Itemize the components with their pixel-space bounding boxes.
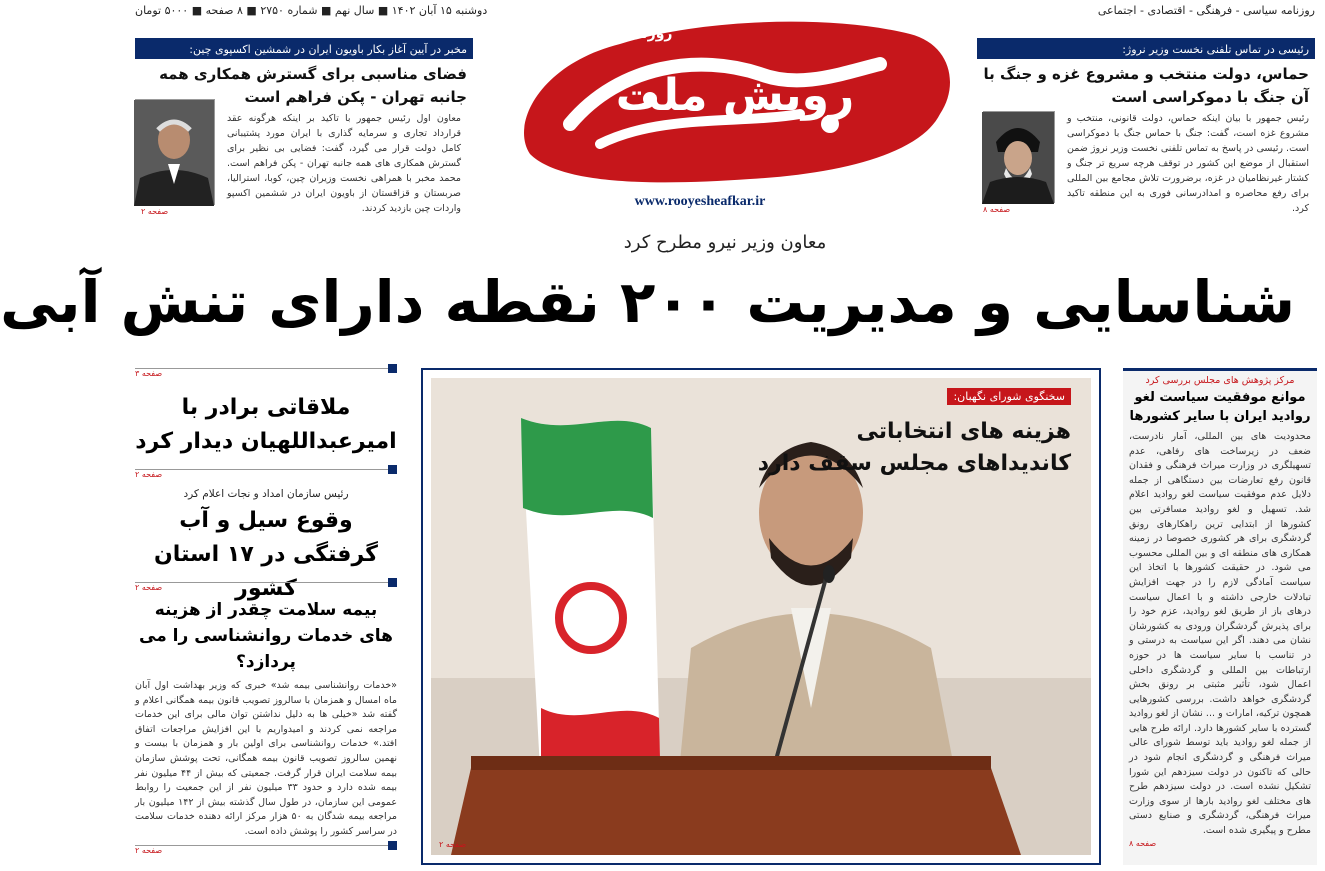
newspaper-tagline: روزنامه سیاسی - فرهنگی - اقتصادی - اجتماعی	[1097, 4, 1315, 17]
top-left-story[interactable]	[135, 38, 473, 214]
top-left-page-ref: صفحه ۲	[141, 207, 169, 216]
separator	[135, 469, 397, 479]
spokesman-photo	[431, 378, 1091, 855]
top-left-title[interactable]: فضای مناسبی برای گسترش همکاری همه جانبه تهران - پکن فراهم است	[159, 65, 467, 106]
portrait-icon	[134, 100, 214, 206]
top-right-story[interactable]	[977, 38, 1315, 214]
top-left-kicker: مخبر در آیین آغاز بکار باویون ایران در شمشین اکسپوی چین:	[135, 41, 473, 59]
main-subhead: معاون وزیر نیرو مطرح کرد	[623, 232, 827, 253]
square-bullet-icon	[388, 364, 397, 373]
separator	[135, 368, 397, 378]
photo-page-ref: صفحه ۲	[439, 840, 467, 849]
story-page-ref: صفحه ۲	[135, 846, 163, 855]
left-story-3[interactable]	[135, 583, 397, 845]
separator	[135, 845, 397, 855]
top-right-page-ref: صفحه ۸	[983, 205, 1011, 214]
portrait-icon	[982, 112, 1054, 204]
left-story-2-title[interactable]: وقوع سیل و آب گرفتگی در ۱۷ استان کشور	[154, 508, 378, 601]
left-story-1-title[interactable]: ملاقاتی برادر با امیرعبداللهیان دیدار کرد	[135, 395, 397, 454]
story-page-ref: صفحه ۳	[135, 369, 163, 378]
top-right-title[interactable]: حماس، دولت منتخب و مشروع غزه و جنگ با آن جنگ با دموکراسی است	[983, 65, 1309, 106]
photo-kicker: سخنگوی شورای نگهبان:	[947, 388, 1071, 405]
square-bullet-icon	[388, 578, 397, 587]
left-story-2-kicker: رئیس سازمان امداد و نجات اعلام کرد	[183, 488, 349, 500]
square-bullet-icon	[388, 841, 397, 850]
left-story-1[interactable]	[135, 369, 397, 469]
photo-story[interactable]	[421, 368, 1101, 865]
right-story-title[interactable]: موانع موفقیت سیاست لغو روادید ایران با سایر کشورها	[1129, 390, 1311, 424]
story-page-ref: صفحه ۲	[135, 583, 163, 592]
square-bullet-icon	[388, 465, 397, 474]
right-column-story[interactable]	[1123, 368, 1317, 865]
story-page-ref: صفحه ۲	[135, 470, 163, 479]
left-column	[135, 368, 397, 855]
right-story-kicker: مرکز پژوهش های مجلس بررسی کرد	[1145, 375, 1295, 386]
issue-info: دوشنبه ۱۵ آبان ۱۴۰۲ ■ سال نهم ■ شماره ۲۷۵۰ ■ ۸ صفحه ■ ۵۰۰۰ تومان	[135, 4, 488, 17]
right-story-page-ref: صفحه ۸	[1129, 839, 1157, 848]
logo-subtext: روزنامه	[620, 26, 673, 42]
website-url[interactable]: www.rooyesheafkar.ir	[634, 194, 766, 209]
top-right-kicker: رئیسی در تماس تلفنی نخست وزیر نروژ:	[977, 41, 1315, 59]
vice-president-photo	[135, 99, 215, 205]
logo-text: رویش ملت	[615, 70, 855, 121]
top-left-body: معاون اول رئیس جمهور با تاکید بر اینکه هرگونه عقد قرارداد تجاری و سرمایه گذاری با ایران مورد پشتیبانی کامل دولت قرار می گیرد، گفت: فضایی بی نظیر برای گسترش همکاری های همه جانبه تهران - پکن فراهم است. محمد مخبر با همراهی نخست وزیران چین، کوبا، استرالیا، صربستان و قزاقستان از باویون ایران در ششمین اکسپو واردات چین بازدید کردند.	[227, 113, 461, 214]
masthead-logo[interactable]	[500, 4, 960, 192]
right-story-body: محدودیت های بین المللی، آمار نادرست، ضعف در زیرساخت های رفاهی، عدم تسهیلگری در وزارت میراث فرهنگی و فقدان قانون رفع تعارضات بین دستگاهی از جمله دلایل عدم موفقیت سیاست لغو روادید اعلام شد. تسهیل و لغو روادید مسافرتی بین کشورها از ابتدایی ترین راهکارهای رونق گردشگری برای هر کشوری خصوصا در زمینه همکاری های منطقه ای و بین المللی محسوب می شود. در حقیقت کشورها با اتخاذ این سیاست آمادگی لازم را در جهت افزایش تبادلات خارجی داشته و با اعمال سیاست درهای باز از طریق لغو روادید، عزم خود را برای پذیرش گردشگران ورودی به کشورشان نشان می دهند. اگر این سیاست به درستی و در تناسب با سایر سیاست ها در حوزه ارتباطات بین المللی و گردشگری داخلی اعمال شود، تأثیر مثبتی بر رونق بخش گردشگری خواهد داشت. بررسی کشورهایی همچون ترکیه، امارات و ... نشان از لغو روادید گسترده با سایر کشورها دارد. ارائه طرح هایی از جمله لغو روادید باید توسط شورای عالی میراث فرهنگی و گردشگری انجام شود در حالی که تاکنون در دولت سیزدهم این شورا تشکیل نشده است. در دولت سیزدهم طرح های مختلف لغو روادید بارها از سوی وزارت میراث فرهنگی، گردشگری و صنایع دستی مطرح و پیگیری شده است.	[1129, 431, 1311, 837]
main-headline[interactable]: شناسایی و مدیریت ۲۰۰ نقطه دارای تنش آبی	[0, 268, 1295, 336]
left-story-3-title[interactable]: بیمه سلامت چقدر از هزینه های خدمات روانشناسی را می پردازد؟	[139, 600, 393, 672]
separator	[135, 582, 397, 592]
president-photo	[983, 111, 1055, 203]
photo-title[interactable]: هزینه های انتخاباتی کاندیداهای مجلس سقف دارد	[757, 419, 1071, 476]
top-right-body: رئیس جمهور با بیان اینکه حماس، دولت قانونی، منتخب و مشروع غزه است، گفت: جنگ با حماس جنگ با دموکراسی است. رئیسی در پاسخ به تماس تلفنی نخست وزیر نروژ ضمن استقبال از موضع این کشور در توقف هرچه سریع تر جنگ و کشتار غیرنظامیان در غزه، برضرورت تلاش مجامع بین المللی برای رفع محاصره و امدادرسانی فوری به این منطقه تاکید کرد.	[1067, 113, 1309, 214]
left-story-3-body: «خدمات روانشناسی بیمه شد» خبری که وزیر بهداشت اول آبان ماه امسال و همزمان با سالروز تصویب قانون بیمه همگانی اعلام و گفته شد «خیلی ها به دلیل نداشتن توان مالی برای این خدمات مراجعه نمی کردند و امیدواریم با این افزایش مراجعات اتفاق افتد.» خدمات روانشناسی برای اولین بار و همزمان با بیست و نهمین سالروز تصویب قانون بیمه همگانی، تحت پوشش سازمان بیمه سلامت ایران قرار گرفت. جمعیتی که بیش از ۴۴ میلیون نفر بیمه شده دارد و حدود ۳۳ میلیون نفر از این جمعیت را روابط عمومی این سازمان، در طول سال گذشته بیش از ۱۴۲ میلیون بار مراجعه بیمه شدگان به ۵۰ هزار مرکز ارائه دهنده خدمات سلامت در سراسر کشور را پوشش داده است.	[135, 680, 397, 837]
